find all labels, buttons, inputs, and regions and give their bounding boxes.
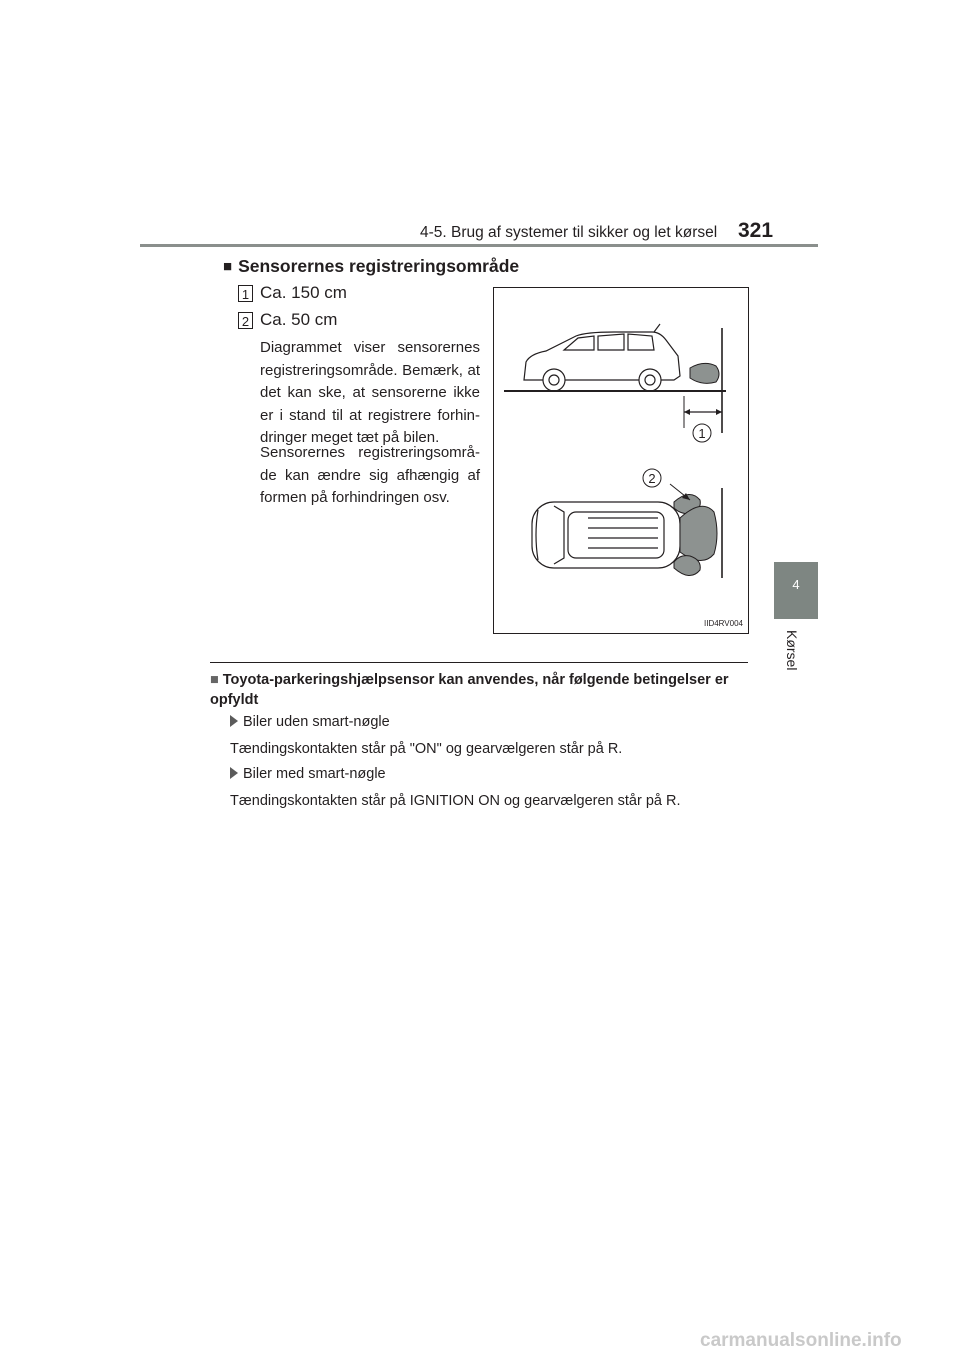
car-side-view-icon: [524, 324, 680, 391]
sensor-lobes-top: [674, 494, 717, 575]
running-header: 4-5. Brug af systemer til sikker og let kørsel: [420, 224, 718, 241]
note-title-text: Toyota-parkeringshjælpsensor kan anvendes, når følgende betingelser er opfyldt: [210, 672, 729, 708]
callout-1-text: 1: [698, 426, 706, 441]
triangle-bullet-icon: [230, 715, 238, 727]
item-text-2: Ca. 50 cm: [260, 310, 338, 329]
sensor-diagram: [494, 288, 748, 633]
note-bullet-2: [230, 766, 386, 782]
description-paragraph-1: Diagrammet viser sensorernes registreringsområde. Bemærk, at det kan ske, at sensorerne ikke er i stand til at registrere forhin-dringer meget tæt på bilen.: [260, 339, 480, 446]
section-title-text: Sensorernes registreringsområde: [238, 256, 520, 276]
item-number-1: 1: [238, 285, 253, 302]
watermark: carmanualsonline.info: [700, 1330, 902, 1351]
car-top-view-icon: [532, 502, 680, 568]
header-rule: [140, 244, 818, 247]
item-text-1: Ca. 150 cm: [260, 283, 347, 302]
note-text-2: Tændingskontakten står på IGNITION ON og gearvælgeren står på R.: [230, 793, 681, 809]
item-number-2: 2: [238, 312, 253, 329]
square-bullet-icon: ■: [210, 672, 219, 688]
section-title: [223, 256, 519, 277]
arrow-head-right: [716, 409, 722, 415]
note-title: [210, 671, 750, 710]
note-bullet-1: [230, 714, 390, 730]
figure-code: IID4RV004: [704, 619, 743, 628]
square-bullet-icon: ■: [223, 258, 233, 275]
callout-2-text: 2: [648, 471, 656, 486]
sensor-range-figure: [493, 287, 749, 634]
chapter-tab-label: Kørsel: [784, 630, 800, 671]
note-bullet-2-text: Biler med smart-nøgle: [243, 766, 386, 782]
page-number: 321: [738, 219, 774, 242]
note-rule: [210, 662, 748, 663]
note-text-1: Tændingskontakten står på "ON" og gearvælgeren står på R.: [230, 741, 623, 757]
description-paragraph-2: Sensorernes registreringsområ-de kan ændre sig afhængig af formen på forhindringen osv.: [260, 444, 480, 506]
sensor-lobe-side: [690, 363, 719, 383]
arrow-head-left: [684, 409, 690, 415]
note-bullet-1-text: Biler uden smart-nøgle: [243, 714, 390, 730]
triangle-bullet-icon: [230, 767, 238, 779]
chapter-tab-number: 4: [792, 577, 800, 592]
